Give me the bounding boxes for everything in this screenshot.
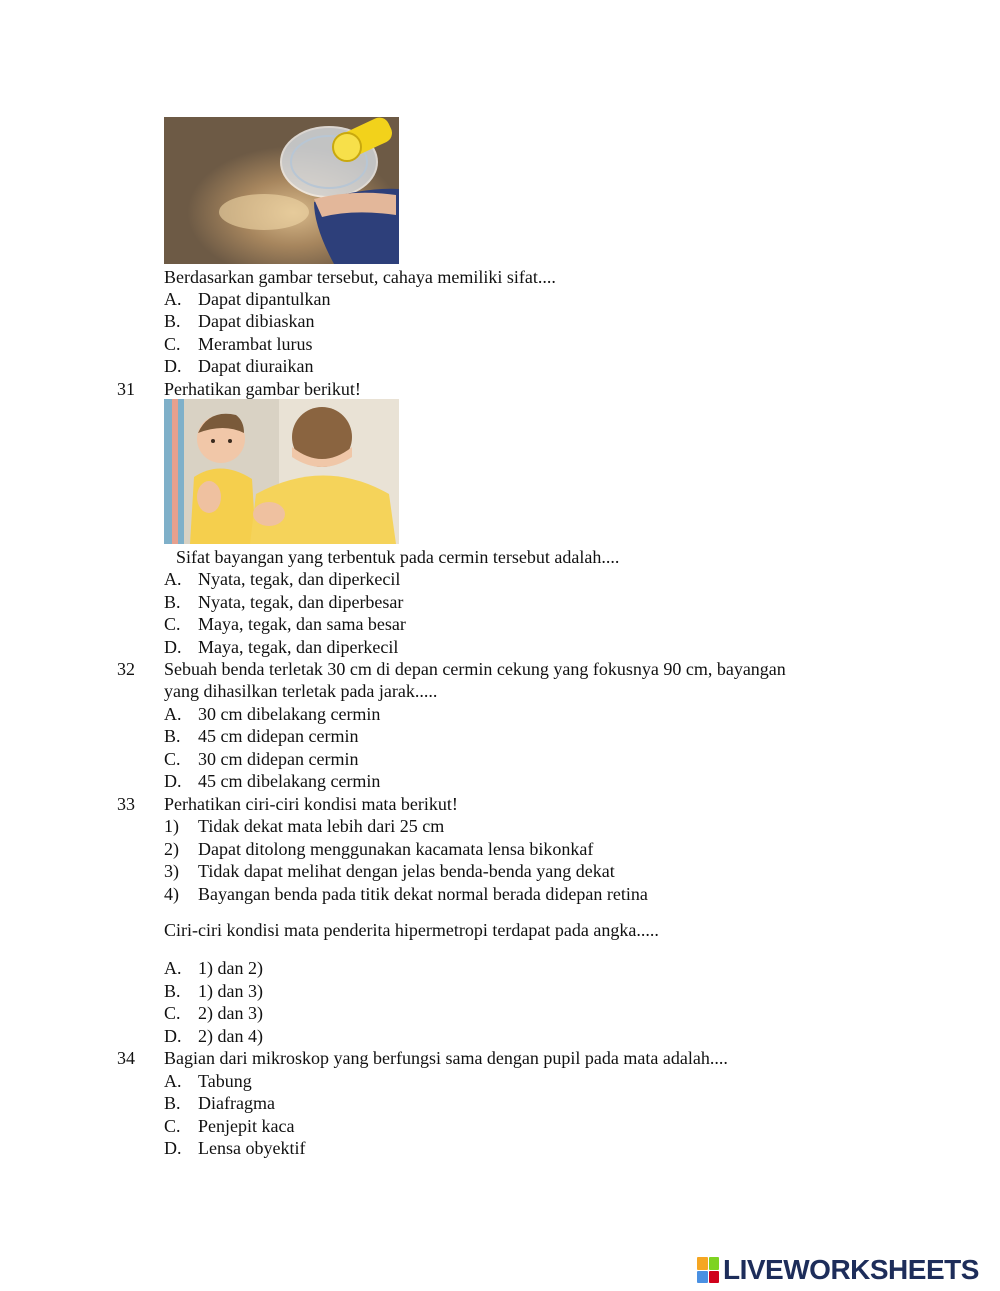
q33-item-3-num: 3) — [164, 861, 179, 881]
q33-option-d[interactable]: 2) dan 4) — [198, 1026, 263, 1046]
q31-option-a-letter: A. — [164, 569, 182, 589]
q33-item-4: Bayangan benda pada titik dekat normal berada didepan retina — [198, 884, 648, 904]
q32-stem-line1: Sebuah benda terletak 30 cm di depan cermin cekung yang fokusnya 90 cm, bayangan — [164, 659, 786, 679]
q32-option-a-letter: A. — [164, 704, 182, 724]
q31-stem: Perhatikan gambar berikut! — [164, 379, 361, 399]
q33-question: Ciri-ciri kondisi mata penderita hipermetropi terdapat pada angka..... — [164, 920, 659, 940]
q32-option-d[interactable]: 45 cm dibelakang cermin — [198, 771, 381, 791]
q33-option-c[interactable]: 2) dan 3) — [198, 1003, 263, 1023]
q32-option-d-letter: D. — [164, 771, 182, 791]
q32-option-b-letter: B. — [164, 726, 181, 746]
badge-cell-1 — [697, 1257, 708, 1270]
q33-option-b[interactable]: 1) dan 3) — [198, 981, 263, 1001]
q31-option-b-letter: B. — [164, 592, 181, 612]
q32-number: 32 — [117, 659, 135, 679]
q34-option-b[interactable]: Diafragma — [198, 1093, 275, 1113]
q34-number: 34 — [117, 1048, 135, 1068]
q34-stem: Bagian dari mikroskop yang berfungsi sama dengan pupil pada mata adalah.... — [164, 1048, 728, 1068]
q34-option-c[interactable]: Penjepit kaca — [198, 1116, 295, 1136]
q33-item-4-num: 4) — [164, 884, 179, 904]
q33-option-c-letter: C. — [164, 1003, 181, 1023]
q33-option-d-letter: D. — [164, 1026, 182, 1046]
q30-option-a-letter: A. — [164, 289, 182, 309]
q31-caption: Sifat bayangan yang terbentuk pada cermin tersebut adalah.... — [176, 547, 620, 567]
liveworksheets-wordmark: LIVEWORKSHEETS — [723, 1254, 979, 1285]
q34-option-d-letter: D. — [164, 1138, 182, 1158]
q33-option-a[interactable]: 1) dan 2) — [198, 958, 263, 978]
q33-item-2-num: 2) — [164, 839, 179, 859]
q30-option-b[interactable]: Dapat dibiaskan — [198, 311, 315, 331]
q31-option-b[interactable]: Nyata, tegak, dan diperbesar — [198, 592, 404, 612]
flashlight-glass-photo — [164, 117, 399, 264]
q33-item-3: Tidak dapat melihat dengan jelas benda-benda yang dekat — [198, 861, 615, 881]
q33-item-2: Dapat ditolong menggunakan kacamata lensa bikonkaf — [198, 839, 594, 859]
q34-option-c-letter: C. — [164, 1116, 181, 1136]
q32-option-a[interactable]: 30 cm dibelakang cermin — [198, 704, 381, 724]
q32-stem-line2: yang dihasilkan terletak pada jarak..... — [164, 681, 438, 701]
liveworksheets-logo[interactable] — [697, 1255, 979, 1285]
q30-option-b-letter: B. — [164, 311, 181, 331]
badge-cell-3 — [697, 1271, 708, 1284]
q30-option-d-letter: D. — [164, 356, 182, 376]
q30-option-c[interactable]: Merambat lurus — [198, 334, 313, 354]
q33-item-1-num: 1) — [164, 816, 179, 836]
q30-option-d[interactable]: Dapat diuraikan — [198, 356, 314, 376]
q33-item-1: Tidak dekat mata lebih dari 25 cm — [198, 816, 445, 836]
q31-option-d[interactable]: Maya, tegak, dan diperkecil — [198, 637, 399, 657]
q31-number: 31 — [117, 379, 135, 399]
q31-option-c[interactable]: Maya, tegak, dan sama besar — [198, 614, 406, 634]
badge-cell-4 — [709, 1271, 720, 1284]
q31-option-c-letter: C. — [164, 614, 181, 634]
badge-cell-2 — [709, 1257, 720, 1270]
q34-option-d[interactable]: Lensa obyektif — [198, 1138, 306, 1158]
q30-option-a[interactable]: Dapat dipantulkan — [198, 289, 331, 309]
q30-option-c-letter: C. — [164, 334, 181, 354]
q33-stem: Perhatikan ciri-ciri kondisi mata berikut! — [164, 794, 458, 814]
child-mirror-photo — [164, 399, 399, 544]
q34-option-a-letter: A. — [164, 1071, 182, 1091]
q32-option-b[interactable]: 45 cm didepan cermin — [198, 726, 359, 746]
q31-option-d-letter: D. — [164, 637, 182, 657]
q33-option-a-letter: A. — [164, 958, 182, 978]
q33-number: 33 — [117, 794, 135, 814]
q33-option-b-letter: B. — [164, 981, 181, 1001]
liveworksheets-badge-icon — [697, 1257, 719, 1283]
q31-option-a[interactable]: Nyata, tegak, dan diperkecil — [198, 569, 401, 589]
q34-option-b-letter: B. — [164, 1093, 181, 1113]
q30-stem: Berdasarkan gambar tersebut, cahaya memiliki sifat.... — [164, 267, 556, 287]
q34-option-a[interactable]: Tabung — [198, 1071, 252, 1091]
q32-option-c-letter: C. — [164, 749, 181, 769]
q32-option-c[interactable]: 30 cm didepan cermin — [198, 749, 359, 769]
